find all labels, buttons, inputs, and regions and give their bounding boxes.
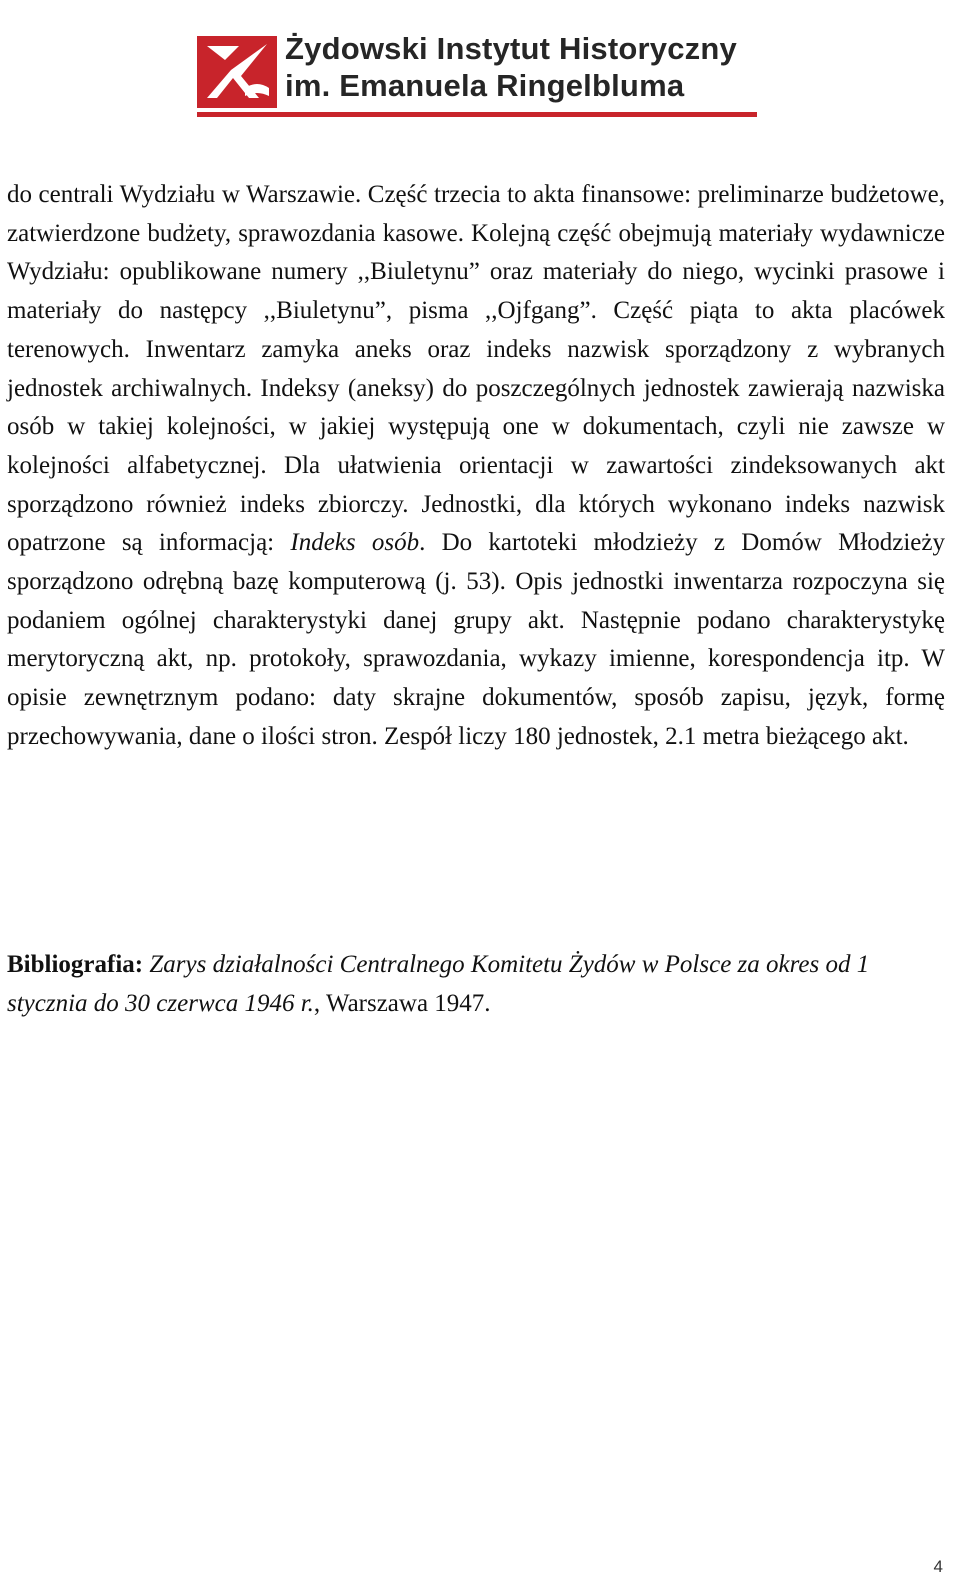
institute-name: [285, 30, 737, 104]
bibliography-publication: , Warszawa 1947.: [313, 989, 491, 1017]
institute-header: [197, 28, 767, 120]
page-number: 4: [933, 1557, 943, 1576]
header-rule: [197, 112, 757, 117]
body-text-part3: . Do kartoteki młodzieży z Domów Młodzieży sporządzono odrębną bazę komputerową (j. 53). Opis jednostki inwentarza rozpoczyna się podaniem ogólnej charakterystyki danej grupy akt. Następnie podano charakterystykę merytoryczną akt, np. protokoły, sprawozdania, wykazy imienne, korespondencja itp. W opisie zewnętrznym podano: daty skrajne dokumentów, sposób zapisu, język, formę przechowywania, dane o ilości stron. Zespół liczy 180 jednostek, 2.1 metra bieżącego akt.: [7, 529, 945, 750]
body-paragraph: [7, 176, 945, 757]
bibliography: [7, 946, 945, 1023]
bibliography-title: Zarys działalności Centralnego Komitetu Żydów w Polsce za okres od 1 stycznia do 30 czerwca 1946 r.: [7, 951, 870, 1017]
institute-name-line1: Żydowski Instytut Historyczny: [285, 31, 737, 66]
zih-logo-icon: [197, 36, 277, 108]
institute-name-line2: im. Emanuela Ringelbluma: [285, 68, 685, 103]
body-text-italic: Indeks osób: [290, 529, 420, 557]
bibliography-label: Bibliografia:: [7, 951, 144, 978]
body-text-part1: do centrali Wydziału w Warszawie. Część trzecia to akta finansowe: preliminarze budżetowe, zatwierdzone budżety, sprawozdania kasowe. Kolejną część obejmują materiały wydawnicze Wydziału: opublikowane numery ,,Biuletynu” oraz materiały do niego, wycinki prasowe i materiały do następcy ,,Biuletynu”, pisma ,,Ojfgang”. Część piąta to akta placówek terenowych. Inwentarz zamyka aneks oraz indeks nazwisk sporządzony z wybranych jednostek archiwalnych. Indeksy (aneksy) do poszczególnych jednostek zawierają nazwiska osób w takiej kolejności, w jakiej występują one w dokumentach, czyli nie zawsze w kolejności alfabetycznej. Dla ułatwienia orientacji w zawartości zindeksowanych akt sporządzono również indeks zbiorczy. Jednostki, dla których wykonano indeks nazwisk opatrzone są informacją:: [7, 181, 945, 557]
